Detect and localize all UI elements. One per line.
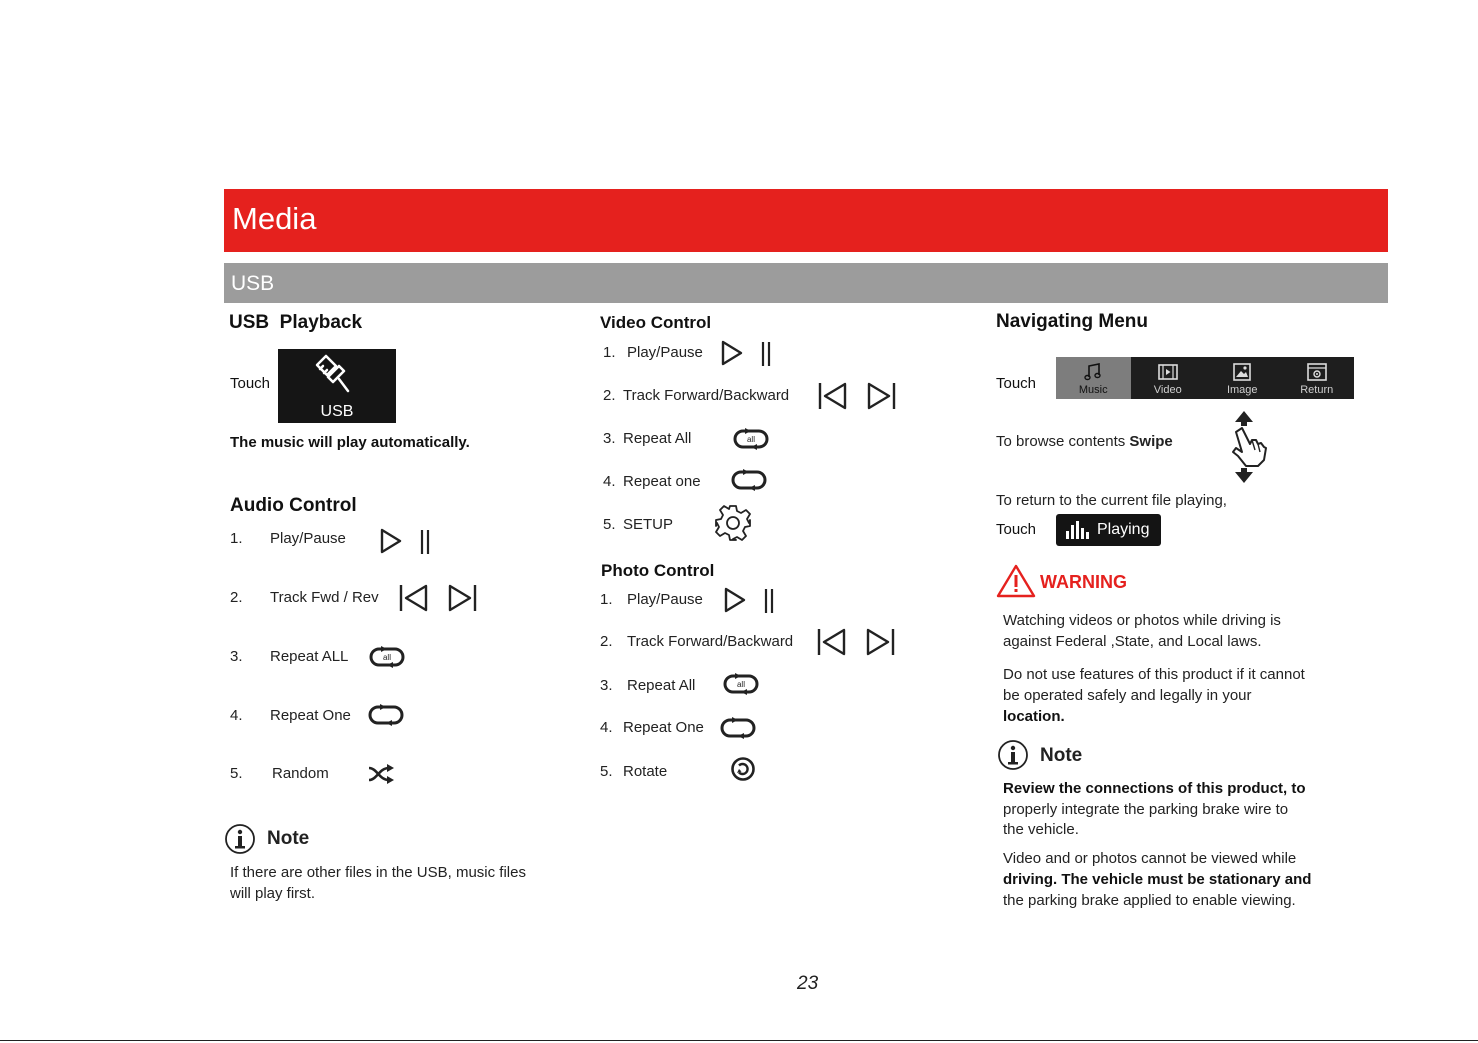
usb-touch-label: Touch: [230, 375, 271, 392]
nav-item-music[interactable]: [1056, 357, 1131, 399]
photo-control-heading: Photo Control: [601, 561, 715, 580]
browse-text: [996, 433, 1173, 450]
nav-item-image-label: Image: [1226, 384, 1258, 396]
return-icon: [1307, 362, 1327, 382]
note-left-line-1: If there are other files in the USB, music files: [230, 864, 526, 881]
note-heading-left: Note: [267, 828, 310, 849]
svg-text:all: all: [736, 680, 746, 689]
nav-menu-bar: [1056, 357, 1354, 399]
photo-item-4-num: 4.: [600, 719, 613, 736]
audio-item-3-num: 3.: [230, 648, 243, 665]
video-item-5-num: 5.: [603, 516, 616, 533]
nav-item-music-label: Music: [1078, 384, 1108, 396]
audio-item-4-label: Repeat One: [270, 707, 351, 724]
nav-item-video[interactable]: [1131, 357, 1206, 399]
audio-item-4-num: 4.: [230, 707, 243, 724]
warning-p2-line-1: Do not use features of this product if it cannot: [1003, 666, 1305, 683]
music-note-icon: [1083, 362, 1103, 382]
section-title: Media: [232, 201, 317, 236]
auto-play-text: The music will play automatically.: [230, 434, 470, 451]
nav-item-video-label: Video: [1153, 384, 1182, 396]
warning-p1-line-2: against Federal ,State, and Local laws.: [1003, 633, 1262, 650]
usb-playback-heading: USB Playback: [229, 312, 363, 333]
repeat-one-icon: [367, 703, 405, 727]
video-item-1-num: 1.: [603, 344, 616, 361]
repeat-one-icon: [719, 716, 757, 740]
warning-icon: [996, 564, 1036, 598]
video-item-1-label: Play/Pause: [627, 344, 703, 361]
photo-item-3-label: Repeat All: [627, 677, 696, 694]
note-right-p1-line-3: the vehicle.: [1003, 821, 1079, 838]
photo-item-2-label: Track Forward/Backward: [627, 633, 794, 650]
note-right-p2-line-3: the parking brake applied to enable viewing.: [1003, 892, 1296, 909]
note-right-p2-line-2: driving. The vehicle must be stationary and: [1003, 871, 1312, 888]
browse-text-swipe: Swipe: [1129, 433, 1173, 450]
play-pause-icon: [721, 340, 777, 368]
photo-item-3-num: 3.: [600, 677, 613, 694]
playing-button[interactable]: [1056, 514, 1161, 546]
video-item-5-label: SETUP: [623, 516, 674, 533]
svg-text:all: all: [746, 435, 756, 444]
track-fwd-back-icon: [816, 627, 898, 657]
section-title-bar: [224, 189, 1388, 252]
audio-item-1-label: Play/Pause: [270, 530, 346, 547]
swipe-gesture-icon: [1224, 410, 1270, 484]
photo-item-4-label: Repeat One: [623, 719, 704, 736]
nav-item-return-label: Return: [1300, 384, 1334, 396]
photo-item-5-num: 5.: [600, 763, 613, 780]
info-icon: [997, 739, 1029, 771]
photo-item-1-label: Play/Pause: [627, 591, 703, 608]
playing-touch-label: Touch: [996, 521, 1037, 538]
note-right-p1-line-2: properly integrate the parking brake wire to: [1003, 801, 1289, 818]
subsection-title: USB: [231, 272, 275, 295]
video-item-4-label: Repeat one: [623, 473, 701, 490]
note-right-p1-line-1: Review the connections of this product, to: [1003, 780, 1306, 797]
browse-text-prefix: To browse contents: [996, 433, 1130, 450]
play-pause-icon: [380, 528, 436, 556]
video-control-heading: Video Control: [600, 313, 712, 332]
nav-touch-label: Touch: [996, 375, 1037, 392]
warning-heading: WARNING: [1040, 572, 1127, 592]
video-item-2-label: Track Forward/Backward: [623, 387, 790, 404]
audio-item-1-num: 1.: [230, 530, 243, 547]
info-icon: [224, 823, 256, 855]
page-number: 23: [797, 973, 819, 994]
repeat-all-icon: [368, 645, 406, 669]
shuffle-icon: [367, 762, 395, 786]
audio-item-5-num: 5.: [230, 765, 243, 782]
track-fwd-back-icon: [817, 381, 899, 411]
video-item-4-num: 4.: [603, 473, 616, 490]
audio-item-2-num: 2.: [230, 589, 243, 606]
video-item-3-num: 3.: [603, 430, 616, 447]
nav-item-image[interactable]: [1205, 357, 1280, 399]
subsection-bar: [224, 263, 1388, 303]
note-heading-right: Note: [1040, 745, 1083, 766]
repeat-one-icon: [730, 468, 768, 492]
navigating-menu-heading: Navigating Menu: [996, 311, 1149, 332]
repeat-all-icon: [732, 427, 770, 451]
note-left-line-2: will play first.: [230, 885, 316, 902]
warning-p2-line-3: location.: [1003, 708, 1065, 725]
equalizer-icon: [1065, 521, 1091, 539]
warning-p1-line-1: Watching videos or photos while driving is: [1003, 612, 1281, 629]
repeat-all-icon: [722, 672, 760, 696]
warning-p2-line-2: be operated safely and legally in your: [1003, 687, 1252, 704]
film-icon: [1158, 362, 1178, 382]
playing-button-label: Playing: [1097, 521, 1150, 538]
usb-button-label: USB: [320, 403, 354, 420]
photo-item-1-num: 1.: [600, 591, 613, 608]
image-icon: [1232, 362, 1252, 382]
usb-plug-icon: [312, 353, 352, 399]
usb-button[interactable]: [278, 349, 396, 423]
play-pause-icon: [724, 587, 780, 615]
gear-icon: [713, 503, 753, 543]
svg-text:all: all: [382, 653, 392, 662]
audio-control-heading: Audio Control: [230, 495, 357, 516]
note-right-p2-line-1: Video and or photos cannot be viewed while: [1003, 850, 1297, 867]
video-item-2-num: 2.: [603, 387, 616, 404]
audio-item-2-label: Track Fwd / Rev: [270, 589, 379, 606]
rotate-icon: [730, 756, 756, 782]
track-fwd-rev-icon: [398, 583, 480, 613]
page-bottom-rule: [0, 1040, 1478, 1041]
video-item-3-label: Repeat All: [623, 430, 692, 447]
photo-item-2-num: 2.: [600, 633, 613, 650]
photo-item-5-label: Rotate: [623, 763, 668, 780]
audio-item-3-label: Repeat ALL: [270, 648, 349, 665]
nav-item-return[interactable]: [1280, 357, 1355, 399]
audio-item-5-label: Random: [272, 765, 329, 782]
return-text: To return to the current file playing,: [996, 492, 1227, 509]
